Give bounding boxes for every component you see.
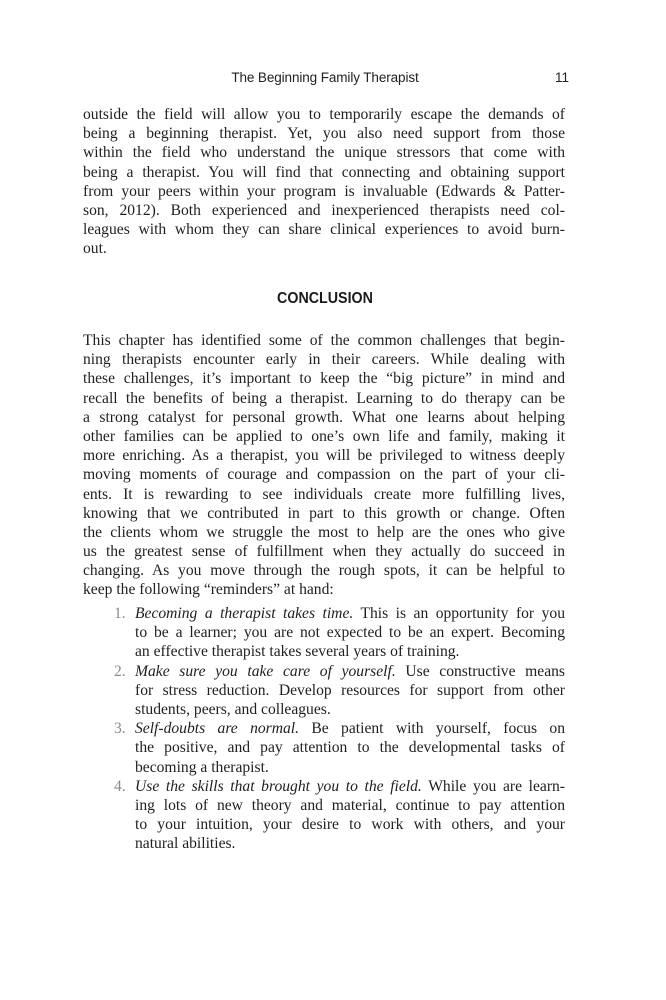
list-item-text: Use constructive means [395, 662, 565, 680]
paragraph-line: us the greatest sense of fulfillment when they actually do succeed in [83, 543, 565, 561]
list-item [108, 662, 565, 720]
list-item-line: the positive, and pay attention to the developmental tasks of [135, 739, 565, 757]
list-item-line: students, peers, and colleagues. [135, 700, 331, 718]
paragraph-line: the clients whom we struggle the most to help are the ones who give [83, 523, 565, 541]
continued-paragraph [83, 105, 565, 259]
list-item-line: to be a learner; you are not expected to be an expert. Becoming [135, 624, 565, 642]
list-item-first-line [135, 662, 565, 681]
list-item-title: Self-doubts are normal. [135, 720, 300, 738]
paragraph-line: moving moments of courage and compassion on the part of your cli- [83, 466, 565, 484]
list-item-text: This is an opportunity for you [353, 605, 565, 622]
list-item-title: Make sure you take care of yourself. [135, 662, 396, 680]
running-header [0, 70, 666, 90]
list-item-line: ing lots of new theory and material, continue to pay attention [135, 796, 565, 814]
page-number: 11 [554, 70, 569, 85]
paragraph-line: ents. It is rewarding to see individuals create more fulfilling lives, [83, 485, 565, 503]
paragraph-line: a strong catalyst for personal growth. What one learns about helping [83, 408, 565, 426]
paragraph-line: being a beginning therapist. Yet, you also need support from those [83, 125, 565, 143]
reminders-list [108, 604, 565, 853]
list-item-number: 1. [114, 605, 126, 622]
list-item-title: Becoming a therapist takes time. [135, 605, 354, 622]
paragraph-line: This chapter has identified some of the common challenges that begin- [83, 332, 565, 349]
paragraph-line: ning therapists encounter early in their careers. While dealing with [83, 351, 565, 369]
list-item-title: Use the skills that brought you to the field. [135, 777, 422, 795]
paragraph-line: son, 2012). Both experienced and inexperienced therapists need col- [83, 201, 565, 219]
paragraph-line: more enriching. As a therapist, you will be privileged to witness deeply [83, 447, 565, 465]
list-item-first-line [135, 719, 565, 738]
list-item-first-line [135, 604, 565, 623]
list-item-line: natural abilities. [135, 835, 236, 853]
conclusion-paragraph [83, 331, 565, 600]
list-item-line: an effective therapist takes several years of training. [135, 643, 460, 661]
section-heading: CONCLUSION [277, 290, 373, 307]
paragraph-line: other families can be applied to one’s own life and family, making it [83, 427, 565, 445]
paragraph-line: recall the benefits of being a therapist. Learning to do therapy can be [83, 389, 565, 407]
paragraph-line: leagues with whom they can share clinical experiences to avoid burn- [83, 221, 565, 239]
list-item-number: 4. [114, 777, 126, 795]
list-item-line: becoming a therapist. [135, 758, 269, 776]
list-item-line: for stress reduction. Develop resources for support from other [135, 681, 565, 699]
paragraph-line: out. [83, 240, 107, 258]
paragraph-line: changing. As you move through the rough spots, it can be helpful to [83, 562, 565, 580]
list-item-first-line [135, 777, 565, 796]
paragraph-line: knowing that we contributed in part to this growth or change. Often [83, 504, 565, 522]
running-title: The Beginning Family Therapist [231, 70, 419, 85]
paragraph-line: these challenges, it’s important to keep the “big picture” in mind and [83, 370, 565, 388]
list-item-text: While you are learn- [421, 777, 565, 795]
list-item-line: to your intuition, your desire to work with others, and your [135, 816, 565, 834]
paragraph-line: outside the field will allow you to temporarily escape the demands of [83, 106, 565, 123]
paragraph-line: being a therapist. You will find that connecting and obtaining support [83, 163, 565, 181]
paragraph-line: keep the following “reminders” at hand: [83, 581, 334, 599]
list-item-number: 3. [114, 720, 126, 738]
list-item-text: Be patient with yourself, focus on [299, 720, 565, 738]
list-item [108, 604, 565, 662]
paragraph-line: within the field who understand the unique stressors that come with [83, 144, 565, 162]
list-item [108, 777, 565, 854]
list-item [108, 719, 565, 777]
list-item-number: 2. [114, 662, 126, 680]
paragraph-line: from your peers within your program is invaluable (Edwards & Patter- [83, 182, 565, 200]
